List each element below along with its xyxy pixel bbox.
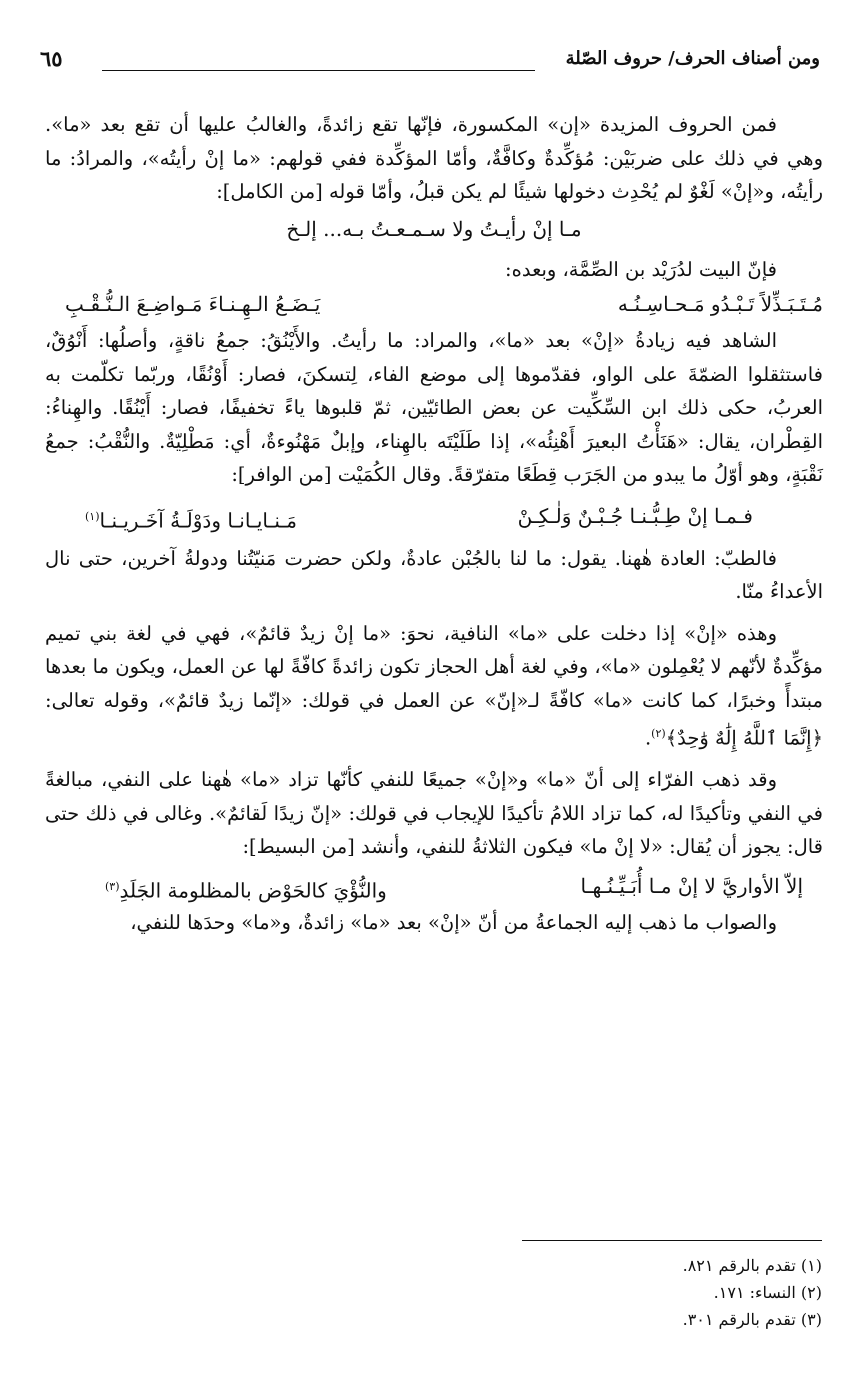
- verse-4-second-text: والنُّؤْيَ كالحَوْض بالمظلومة الجَلَدِ: [119, 878, 387, 903]
- footnote-ref-1: (١): [85, 509, 100, 523]
- paragraph-5-text: وهذه «إنْ» إذا دخلت على «ما» النافية، نحوَ: «ما إنْ زيدٌ قائمٌ»، فهي في لغة بني تميم مؤكِّدةٌ لأنّهم لا يُعْمِلون «ما»، وفي لغة أهل الحجاز تكون زائدةً كافّةً لها عن العمل، ويكون ما بعدها مبتدأً وخبرًا، كما كانت «ما» كافّةً لـ«إنّ» عن العمل في قولك: «إنّما زيدٌ قائمٌ»، وقوله تعالى: ﴿إِنَّمَا ٱللَّهُ إِلَٰهٌ وَٰحِدٌ﴾: [45, 621, 823, 750]
- verse-3-second-text: مَـنـايـانـا ودَوْلَـةُ آخَـريـنـا: [99, 508, 297, 533]
- footnote-rule: [522, 1240, 822, 1241]
- paragraph-5-end: .: [644, 726, 652, 750]
- verse-3-first-hemistich: فـمـا إنْ طِـبُّـنـا جُـبْـنٌ وَلٰـكِـنْ: [517, 503, 753, 528]
- verse-2: [45, 286, 823, 324]
- paragraph-5: [45, 617, 823, 756]
- paragraph-6: وقد ذهب الفرّاء إلى أنّ «ما» و«إنْ» جميعًا للنفي كأنّها تزاد «ما» هٰهنا على النفي، مبالغةً في النفي وتأكيدًا له، كما تزاد اللامُ تأكيدًا للإيجاب في قولك: «إنّ زيدًا لَقائمٌ». وغالى في ذلك حتى قال: يجوز أن يُقال: «لا إنْ ما» فيكون الثلاثةُ للنفي، وأنشد [من البسيط]:: [45, 768, 823, 858]
- paragraph-3: الشاهد فيه زيادةُ «إنْ» بعد «ما»، والمراد: ما رأيتُ. والأَيْنُقُ: جمعُ ناقةٍ، وأصلُها: أَنْوُقٌ، فاستثقلوا الضمّةَ على الواو، فقدّموها إلى موضع الفاء، لِتسكنَ، فصار: أَوْنُقًا، وربّما تكلّمت به العربُ، حكى ذلك ابن السِّكِّيت عن بعض الطائيّين، ثمّ قلبوها ياءً تخفيفًا، فصار: أَيْنُقًا. والهِناءُ: القِطْران، يقال: «هَنَأْتُ البعيرَ أَهْنِئُه»، إذا طَلَيْتَه بالهِناء، وإبلٌ مَهْنُوءةٌ، أي: مَطْلِيّةٌ. والنُّقْبُ: جمعُ نَقْبَةٍ، وهو أوّلُ ما يبدو من الجَرَب قِطَعًا متفرّقةً. وقال الكُمَيْت [من الوافر]:: [45, 329, 823, 486]
- page-header: [40, 48, 820, 78]
- footnote-ref-3: (٣): [105, 879, 120, 893]
- verse-4-first-hemistich: إلاّ الأواريَّ لا إنْ مـا أُبَـيِّـنُـهـا: [580, 873, 803, 898]
- paragraph-1: فمن الحروف المزيدة «إن» المكسورة، فإنّها تقع زائدةً، والغالبُ عليها أن تقع بعد «ما». وهي في ذلك على ضربَيْن: مُؤكِّدةٌ وكافَّةٌ، وأمّا المؤكِّدة ففي قولهم: «ما إنْ رأيتُه»، والمرادُ: ما رأيتُه، و«إنْ» لَغْوٌ لم يُحْدِث دخولها شيئًا لم يكن قبلُ، وأمّا قوله [من الكامل]:: [45, 113, 823, 203]
- footnotes: [422, 1252, 822, 1333]
- verse-1-text: مـا إنْ رأيـتُ ولا سـمـعـتُ بـه... إلـخ: [286, 216, 582, 241]
- footnote-1: (١) تقدم بالرقم ٨٢١.: [682, 1256, 822, 1275]
- running-title: ومن أصناف الحرف/ حروف الصّلة: [565, 48, 820, 69]
- footnote-2: (٢) النساء: ١٧١.: [713, 1283, 822, 1302]
- verse-2-second-hemistich: يَـضَـعُ الـهِـنـاءَ مَـواضِـعَ الـنُّـقْـبِ: [65, 292, 321, 316]
- paragraph-4: فالطبّ: العادة هٰهنا. يقول: ما لنا بالجُبْن عادةٌ، ولكن حضرت مَنيّتُنا ودولةُ آخرين، حتى نال الأعداءُ منّا.: [45, 546, 823, 603]
- verse-3-second-hemistich: [85, 500, 297, 538]
- paragraph-7: والصواب ما ذهب إليه الجماعةُ من أنّ «إنْ» بعد «ما» زائدةٌ، و«ما» وحدَها للنفي،: [130, 910, 777, 934]
- verse-3: [45, 498, 823, 542]
- paragraph-2: فإنّ البيت لدُرَيْد بن الصِّمَّة، وبعده:: [505, 257, 777, 281]
- header-rule: [102, 70, 535, 71]
- verse-2-first-hemistich: مُـتَـبَـذِّلاً تَـبْـدُو مَـحـاسِـنُـه: [617, 292, 823, 316]
- main-text: [45, 108, 823, 939]
- verse-1: [45, 209, 823, 253]
- verse-4: [45, 868, 823, 906]
- footnote-ref-2: (٢): [651, 727, 666, 740]
- footnote-3: (٣) تقدم بالرقم ٣٠١.: [682, 1310, 822, 1329]
- verse-4-second-hemistich: [105, 870, 387, 908]
- page-number: ٦٥: [40, 46, 63, 71]
